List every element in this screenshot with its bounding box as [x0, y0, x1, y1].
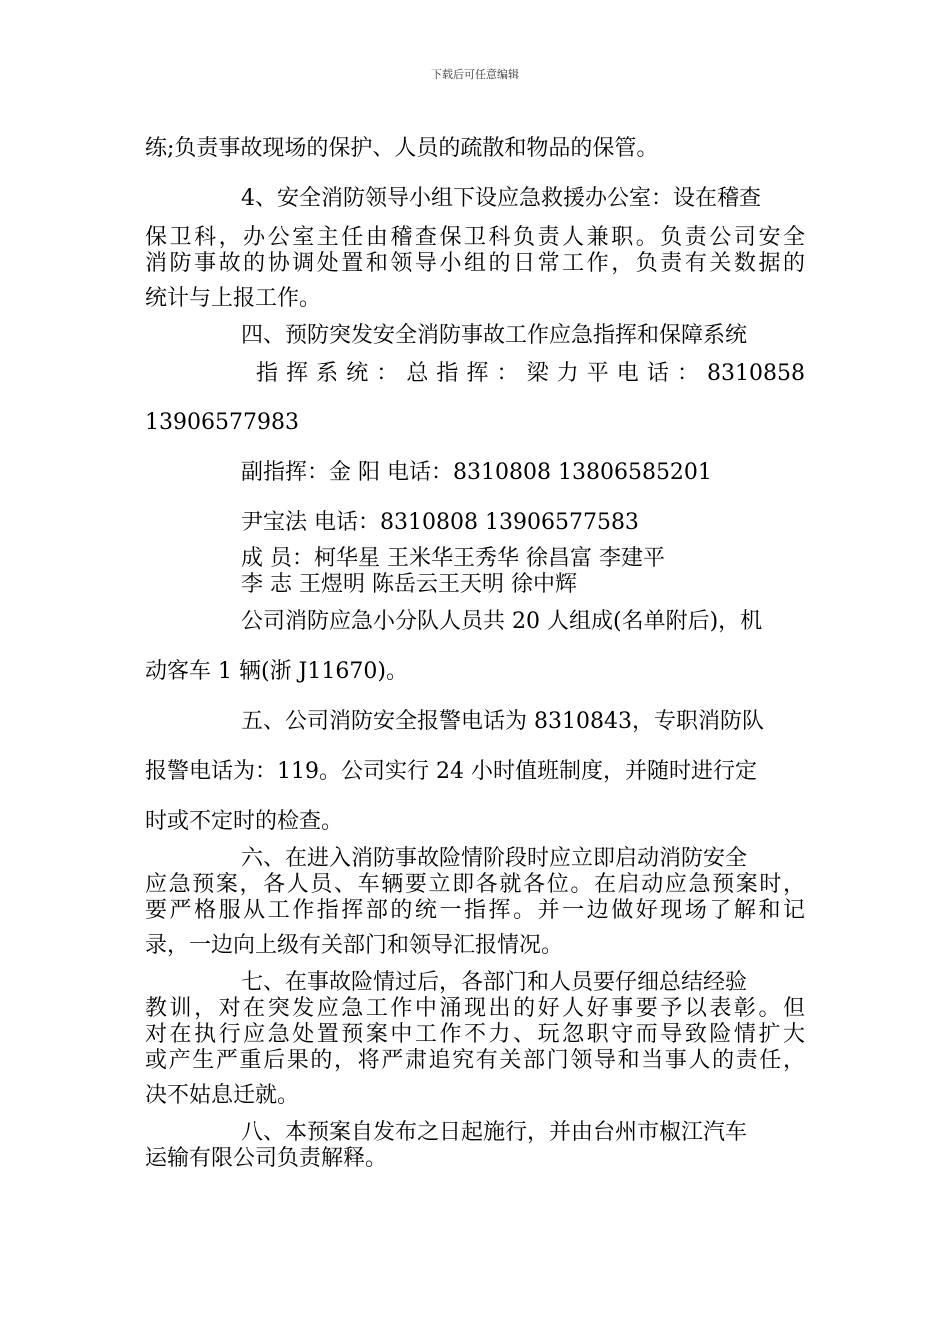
- section-heading: 八、本预案自发布之日起施行，并由台州市椒江汽车: [241, 1120, 748, 1145]
- text-line: 录，一边向上级有关部门和领导汇报情况。: [145, 933, 564, 958]
- text-line: 13906577983: [145, 410, 299, 435]
- section-heading: 四、预防突发安全消防事故工作应急指挥和保障系统: [241, 323, 748, 348]
- text-line: 运输有限公司负责解释。: [145, 1146, 388, 1171]
- section-heading: 七、在事故险情过后，各部门和人员要仔细总结经验: [241, 970, 748, 995]
- text-line: 对在执行应急处置预案中工作不力、玩忽职守而导致险情扩大: [145, 1022, 805, 1047]
- section-heading: 五、公司消防安全报警电话为 8310843，专职消防队: [241, 709, 764, 734]
- text-line: 尹宝法 电话：8310808 13906577583: [241, 510, 639, 535]
- page-header: 下载后可任意编辑: [431, 68, 519, 81]
- text-line: 练;负责事故现场的保护、人员的疏散和物品的保管。: [145, 136, 659, 161]
- text-line: 副指挥：金 阳 电话：8310808 13806585201: [241, 460, 712, 485]
- text-line: 李 志 王煜明 陈岳云王天明 徐中辉: [241, 572, 577, 597]
- text-line: 动客车 1 辆(浙 J11670)。: [145, 659, 408, 684]
- text-line: 或产生严重后果的，将严肃追究有关部门领导和当事人的责任，: [145, 1048, 805, 1073]
- text-line: 公司消防应急小分队人员共 20 人组成(名单附后)，机: [241, 609, 763, 634]
- text-line: 指 挥 系 统 ： 总 指 挥 ： 梁 力 平 电 话 ： 8310858: [256, 361, 805, 386]
- text-line: 时或不定时的检查。: [145, 809, 344, 834]
- text-line: 报警电话为：119。公司实行 24 小时值班制度，并随时进行定: [145, 759, 757, 784]
- text-line: 保卫科，办公室主任由稽查保卫科负责人兼职。负责公司安全: [145, 225, 805, 250]
- text-line: 4、安全消防领导小组下设应急救援办公室：设在稽查: [241, 186, 761, 211]
- text-line: 统计与上报工作。: [145, 286, 322, 311]
- text-line: 应急预案，各人员、车辆要立即各就各位。在启动应急预案时，: [145, 872, 805, 897]
- text-line: 教训，对在突发应急工作中涌现出的好人好事要予以表彰。但: [145, 996, 805, 1021]
- section-heading: 六、在进入消防事故险情阶段时应立即启动消防安全: [241, 846, 748, 871]
- text-line: 消防事故的协调处置和领导小组的日常工作，负责有关数据的: [145, 251, 805, 276]
- text-line: 要严格服从工作指挥部的统一指挥。并一边做好现场了解和记: [145, 898, 805, 923]
- text-line: 决不姑息迁就。: [145, 1083, 300, 1108]
- text-line: 成 员：柯华星 王米华王秀华 徐昌富 李建平: [241, 546, 665, 571]
